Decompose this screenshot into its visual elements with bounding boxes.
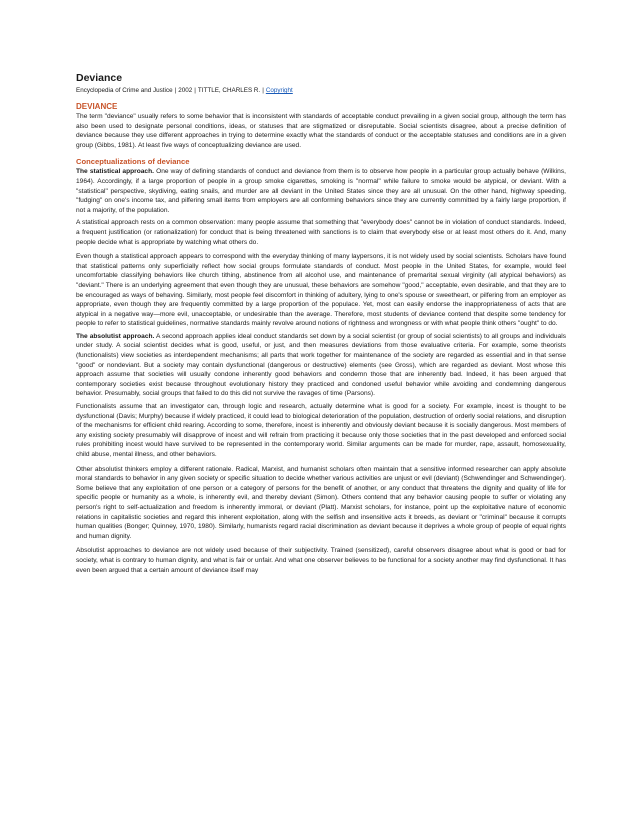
absolutist-paragraph-4: Absolutist approaches to deviance are not widely used because of their subjectivity. Trained (sensitized), careful observers disagree about what is good or bad for society, what is contrary to human dignity, and what is fair or unfair. And what one observer believes to be functional for a society another may find dysfunctional. It has even been argued that a certain amount of deviance itself may — [76, 547, 566, 574]
absolutist-paragraph-2: Functionalists assume that an investigator can, through logic and research, actually determine what is good for a society. For example, incest is thought to be dysfunctional (Davis; Murphy) because if widely practiced, it could lead to biological deterioration of the population, destruction of orderly social relations, and disruption of the mechanisms for efficient child rearing. According to some, therefore, incest is inherently and obviously deviant because it is socially dangerous. Most members of any existing society presumably will disapprove of incest and will refrain from practicing it because only those societies that in the past developed and enforced social rules prohibiting incest would have survived to be represented in the contemporary world. Similar arguments can be made for murder, rape, assault, homosexuality, child abuse, mental illness, and other behaviors. — [76, 403, 566, 458]
intro-paragraph: The term "deviance" usually refers to some behavior that is inconsistent with standards of acceptable conduct prevailing in a given social group, although the term has also been used to designate personal conditions, ideas, or statuses that are stigmatized or disreputable. Social scientists disagree, about a precise definition of deviance because they use different approaches in trying to determine exactly what the standards of conduct or the acceptable statuses and conditions are in a given group (Gibbs, 1981). At least five ways of conceptualizing deviance are used. — [76, 113, 566, 149]
article — [76, 72, 566, 578]
absolutist-lead: The absolutist approach. — [76, 332, 155, 340]
statistical-paragraph-2: A statistical approach rests on a common observation: many people assume that something that "everybody does" cannot be in violation of conduct standards. Indeed, a frequent justification (or rationalization) for conduct that is being threatened with sanctions is to claim that everybody else or at least most others do it. And, many people decide what is appropriate by watching what others do. — [76, 219, 566, 246]
section-heading: DEVIANCE — [76, 102, 118, 111]
absolutist-paragraph-1 — [76, 332, 566, 399]
source-author: TITTLE, CHARLES R. — [197, 87, 261, 94]
source-work: Encyclopedia of Crime and Justice — [76, 87, 173, 94]
statistical-paragraph-1 — [76, 167, 566, 215]
source-line: Encyclopedia of Crime and Justice | 2002 | TITTLE, CHARLES R. | Copyright — [76, 87, 293, 94]
subheading-conceptualizations: Conceptualizations of deviance — [76, 157, 190, 167]
statistical-paragraph-3: Even though a statistical approach appears to correspond with the everyday thinking of many laypersons, it is not widely used by social scientists. Scholars have found that statistical patterns only superficially reflect how social groups formulate standards of conduct. Most people in the United States, for example, would feel uncomfortable classifying behaviors like church tithing, abstinence from all alcohol use, and maintenance of premarital sexual virginity (all atypical behaviors) as "deviant." There is an underlying agreement that even though they are unusual, these behaviors are somehow "good," acceptable, even desirable, and that they are to be encouraged as ways of behaving. Similarly, most people feel discomfort in thinking of adultery, lying to one's spouse or sweetheart, or pilfering from an employer as appropriate, even though they are frequently committed by a large proportion of the populace. Yet, most can easily endorse the inappropriateness of acts that are atypical in a negative way—more evil, unacceptable, or undesirable than the average. Therefore, most students of deviance contend that despite some tendency for people to refer to statistical guidelines, normative standards mainly revolve around notions of rightness and wrongness or with what people think others "ought" to do. — [76, 253, 566, 328]
copyright-link[interactable]: Copyright — [265, 87, 293, 94]
absolutist-paragraph-3: Other absolutist thinkers employ a different rationale. Radical, Marxist, and humanist scholars often maintain that a sensitive informed researcher can apply absolute moral standards to behavior in any given society or specific situation to decide whether various activities are unjust or evil (deviant) (Schwendinger and Schwendinger). Some believe that any exploitation of one person or a category of persons for the benefit of another, or any conduct that threatens the dignity and quality of life for specific people or humanity as a whole, is inherently evil, and thereby deviant (Simon). Others contend that any behavior causing people to suffer or violating any person's right to self-actualization and freedom is inherently immoral, or deviant (Platt). Marxist scholars, for instance, point up the exploitative nature of economic relations in capitalistic societies and regard this inherent exploitation, along with the selfish and insensitive acts it breeds, as deviant or "criminal" because it corrupts human qualities (Bonger; Quinney, 1970, 1980). Similarly, humanists regard racial discrimination as deviant because it deprives a whole group of people of equal rights and human dignity. — [76, 465, 566, 540]
statistical-text-1: One way of defining standards of conduct and deviance from them is to observe how people in a particular group actually behave (Wilkins, 1964). Accordingly, if a large proportion of people in a group smoke cigarettes, smoking is "normal" while failure to smoke would be atypical, or deviant. With a "statistical" perspective, skydiving, eating snails, and murder are all deviant in the United States since they are all unusual. On the other hand, highway speeding, "fudging" on one's income tax, and pilfering small items from employers are all conforming behaviors since they are currently committed by a fairly large proportion, if not a majority, of the population. — [76, 168, 566, 214]
source-year: 2002 — [178, 87, 193, 94]
statistical-lead: The statistical approach. — [76, 168, 154, 176]
absolutist-text-1: A second approach applies ideal conduct standards set down by a social scientist (or group of social scientists) to all groups and individuals under study. A social scientist decides what is good, useful, or just, and then measures deviations from those evaluative criteria. For example, some theorists (functionalists) view societies as interdependent mechanisms; all parts that work together for maintenance of the society are regarded as essential and in that sense "good" or nondeviant. But a society may contain dysfunctional (dangerous or destructive) elements (see Gross), which are regarded as deviant. Most whose this approach assume that societies will usually condone inherently good behaviors and condemn those that are inherently bad. Indeed, it has been argued that contemporary societies exist because throughout evolutionary history they practiced and condoned useful behavior while avoiding and condemning dangerous behavior. Presumably, social groups that failed to do this did not survive the ravages of time (Parsons). — [76, 332, 566, 398]
article-title: Deviance — [76, 72, 123, 84]
